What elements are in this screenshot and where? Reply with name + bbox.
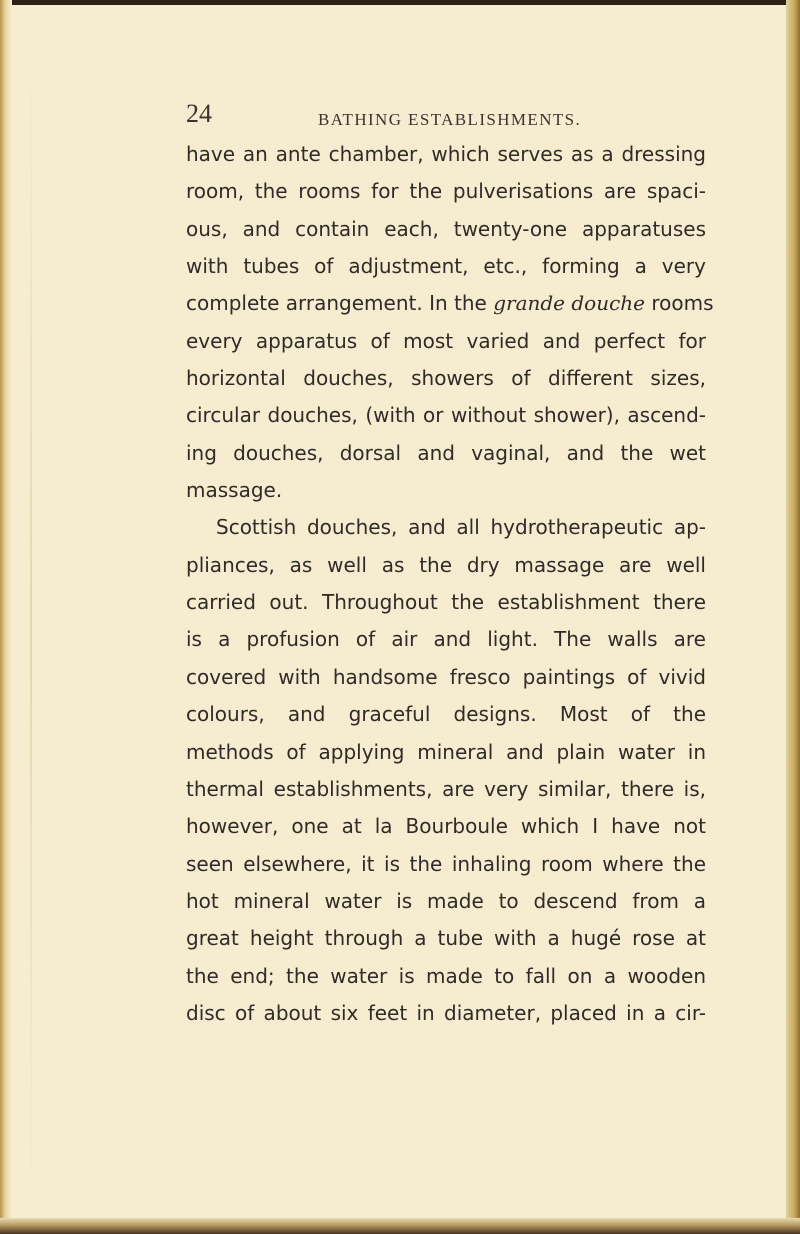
page-left-edge [0, 0, 12, 1234]
body-text [186, 136, 714, 1032]
text-line: the end; the water is made to fall on a wooden [186, 963, 706, 988]
text-line: however, one at la Bourboule which I have not [186, 814, 706, 839]
text-line: colours, and graceful designs. Most of the [186, 702, 706, 727]
text-line: have an ante chamber, which serves as a dressing [186, 142, 706, 166]
running-head: BATHING ESTABLISHMENTS. [318, 110, 582, 129]
text-line: ing douches, dorsal and vaginal, and the wet [186, 440, 706, 465]
text-line: with tubes of adjustment, etc., forming a very [186, 254, 706, 279]
text-line: seen elsewhere, it is the inhaling room where the [186, 851, 706, 876]
text-line: methods of applying mineral and plain water in [186, 739, 706, 764]
text-line: Scottish douches, and all hydrotherapeutic ap- [216, 515, 706, 540]
text-segment: rooms [651, 291, 714, 316]
text-line: room, the rooms for the pulverisations are spaci- [186, 179, 706, 204]
page-top-edge [0, 0, 800, 5]
text-line: great height through a tube with a hugé rose at [186, 926, 706, 951]
text-line: pliances, as well as the dry massage are well [186, 552, 706, 577]
text-segment: complete arrangement. In the [186, 291, 487, 316]
text-line: hot mineral water is made to descend from a [186, 888, 706, 913]
text-line: thermal establishments, are very similar, there is, [186, 776, 706, 801]
text-line: ous, and contain each, twenty-one apparatuses [186, 216, 706, 241]
page-fold-shadow [30, 40, 32, 1220]
page-bottom-edge [0, 1218, 800, 1234]
text-line: horizontal douches, showers of different sizes, [186, 366, 706, 391]
text-line: circular douches, (with or without shower), ascend- [186, 403, 706, 428]
page-number: 24 [186, 99, 212, 128]
italic-phrase: grande douche [493, 291, 646, 316]
text-line: massage. [186, 478, 283, 503]
text-line: disc of about six feet in diameter, placed in a cir- [186, 1000, 706, 1025]
text-line: carried out. Throughout the establishment there [186, 590, 706, 615]
text-line: covered with handsome fresco paintings of vivid [186, 664, 706, 689]
text-line: is a profusion of air and light. The walls are [186, 627, 706, 652]
text-line [186, 285, 714, 322]
text-line: every apparatus of most varied and perfect for [186, 328, 706, 353]
page-right-edge [786, 0, 800, 1234]
